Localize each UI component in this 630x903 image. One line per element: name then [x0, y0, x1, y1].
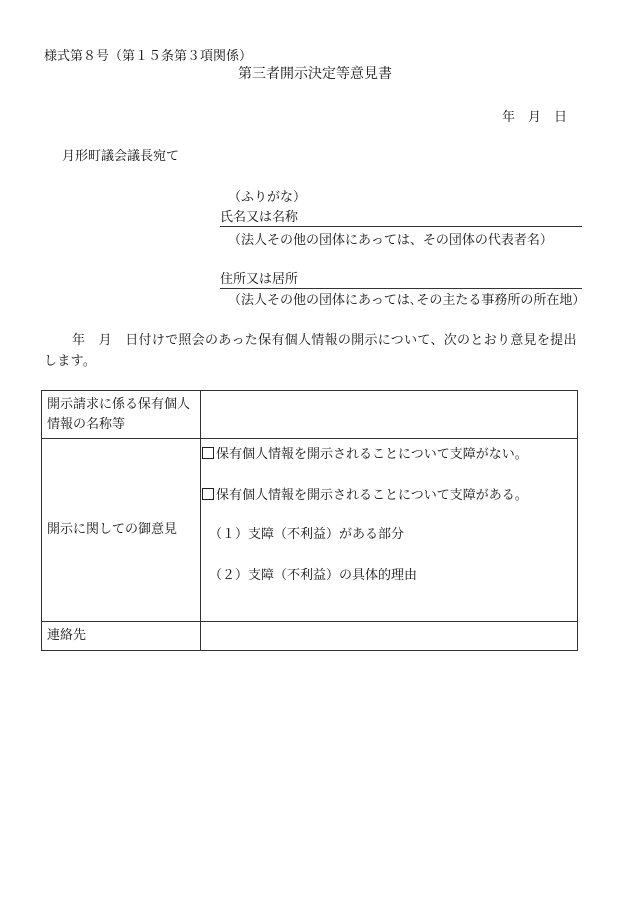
table-row — [42, 439, 578, 622]
opinion-table — [41, 390, 578, 651]
address-label: 住所又は居所 — [220, 272, 299, 287]
furigana-label: （ふりがな） — [228, 190, 307, 205]
body-text: 年 月 日付けで照会のあった保有個人情報の開示について、次のとおり意見を提出します。 — [44, 333, 577, 369]
no-objection-text: 保有個人情報を開示されることについて支障がない。 — [216, 447, 528, 462]
name-underline — [220, 226, 582, 227]
record-name-label: 開示請求に係る保有個人情報の名称等 — [42, 391, 201, 439]
addressee: 月形町議会議長宛て — [62, 149, 180, 164]
contact-cell[interactable] — [201, 622, 578, 651]
form-number: 様式第８号（第１５条第３項関係） — [44, 49, 253, 64]
option-objection — [202, 484, 528, 503]
date-line: 年 月 日 — [502, 110, 568, 125]
name-label: 氏名又は名称 — [220, 210, 299, 225]
objection-checkbox[interactable] — [202, 488, 214, 500]
representative-note: （法人その他の団体にあっては、その団体の代表者名） — [228, 233, 553, 248]
item-objection-reason: （２）支障（不利益）の具体的理由 — [209, 568, 418, 583]
office-note: （法人その他の団体にあっては､その主たる事務所の所在地） — [228, 293, 586, 308]
document-title: 第三者開示決定等意見書 — [238, 66, 392, 82]
table-row — [42, 622, 578, 651]
address-underline — [220, 288, 582, 289]
opinion-label: 開示に関しての御意見 — [42, 439, 201, 622]
table-row — [42, 391, 578, 439]
opinion-cell — [201, 439, 578, 622]
record-name-cell[interactable] — [201, 391, 578, 439]
item-objection-part: （１）支障（不利益）がある部分 — [209, 527, 405, 542]
no-objection-checkbox[interactable] — [202, 447, 214, 459]
option-no-objection — [202, 443, 528, 462]
objection-text: 保有個人情報を開示されることについて支障がある。 — [216, 488, 528, 503]
contact-label: 連絡先 — [42, 622, 201, 651]
